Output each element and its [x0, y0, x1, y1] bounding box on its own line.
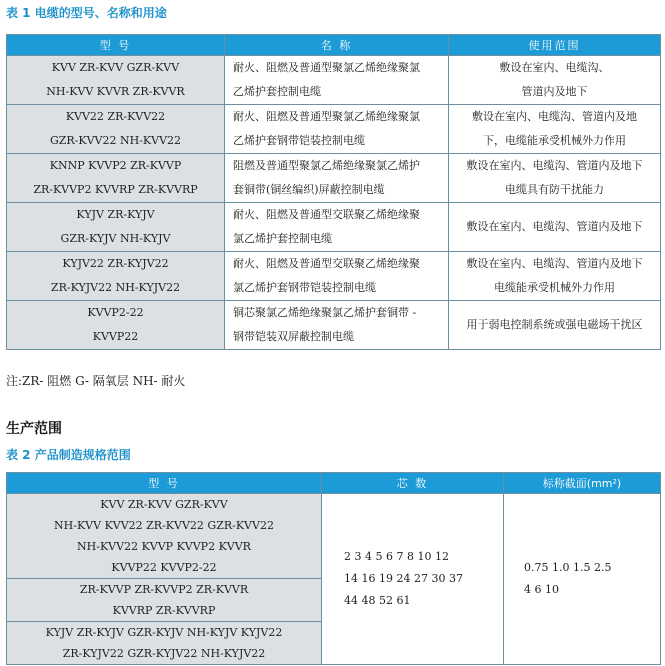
model-cell: KYJV22 ZR-KYJV22 ZR-KYJV22 NH-KYJV22: [7, 252, 225, 301]
usage-cell: 敷设在室内、电缆沟、管道内及地下 电缆能承受机械外力作用: [449, 252, 661, 301]
table-row: [7, 56, 661, 105]
usage-cell: 敷设在室内、电缆沟、管道内及地下: [449, 203, 661, 252]
name-cell: 耐火、阻燃及普通型聚氯乙烯绝缘聚氯 乙烯护套钢带铠装控制电缆: [225, 105, 449, 154]
usage-cell: 敷设在室内、电缆沟、管道内及地下 电缆具有防干扰能力: [449, 154, 661, 203]
model-cell: KVVP2-22 KVVP22: [7, 301, 225, 350]
name-cell: 耐火、阻燃及普通型聚氯乙烯绝缘聚氯 乙烯护套控制电缆: [225, 56, 449, 105]
table-row: [7, 494, 661, 579]
usage-cell: 敷设在室内、电缆沟、 管道内及地下: [449, 56, 661, 105]
name-cell: 铜芯聚氯乙烯绝缘聚氯乙烯护套铜带 - 钢带铠装双屏蔽控制电缆: [225, 301, 449, 350]
section-title: 生产范围: [6, 421, 62, 437]
name-cell: 阻燃及普通型聚氯乙烯绝缘聚氯乙烯护 套铜带(铜丝编织)屏蔽控制电缆: [225, 154, 449, 203]
table-row: [7, 203, 661, 252]
model-cell: KVV ZR-KVV GZR-KVV NH-KVV KVVR ZR-KVVR: [7, 56, 225, 105]
model-cell: KNNP KVVP2 ZR-KVVP ZR-KVVP2 KVVRP ZR-KVVRP: [7, 154, 225, 203]
table2-caption: 表 2 产品制造规格范围: [6, 448, 131, 462]
table1-caption: 表 1 电缆的型号、名称和用途: [6, 6, 167, 20]
model-cell: KVV22 ZR-KVV22 GZR-KVV22 NH-KVV22: [7, 105, 225, 154]
abbreviation-note: 注:ZR- 阻燃 G- 隔氧层 NH- 耐火: [6, 374, 186, 388]
name-cell: 耐火、阻燃及普通型交联聚乙烯绝缘聚 氯乙烯护套控制电缆: [225, 203, 449, 252]
table-row: [7, 154, 661, 203]
name-cell: 耐火、阻燃及普通型交联聚乙烯绝缘聚 氯乙烯护套钢带铠装控制电缆: [225, 252, 449, 301]
usage-cell: 敷设在室内、电缆沟、管道内及地 下，电缆能承受机械外力作用: [449, 105, 661, 154]
model-cell: ZR-KVVP ZR-KVVP2 ZR-KVVR KVVRP ZR-KVVRP: [7, 579, 322, 622]
usage-cell: 用于弱电控制系统或强电磁场干扰区: [449, 301, 661, 350]
header-model: 型 号: [7, 35, 225, 56]
model-cell: KYJV ZR-KYJV GZR-KYJV NH-KYJV KYJV22 ZR-KYJV22 GZR-KYJV22 NH-KYJV22: [7, 622, 322, 665]
model-cell: KYJV ZR-KYJV GZR-KYJV NH-KYJV: [7, 203, 225, 252]
header-usage: 使用范围: [449, 35, 661, 56]
spec-range-table: [6, 472, 661, 665]
model-cell: KVV ZR-KVV GZR-KVV NH-KVV KVV22 ZR-KVV22 GZR-KVV22 NH-KVV22 KVVP KVVP2 KVVR KVVP22 KVVP2-22: [7, 494, 322, 579]
cable-model-table: [6, 34, 661, 350]
header-cores: 芯 数: [322, 473, 504, 494]
header-model: 型 号: [7, 473, 322, 494]
header-name: 名 称: [225, 35, 449, 56]
table-row: [7, 105, 661, 154]
table-row: [7, 301, 661, 350]
table-row: [7, 252, 661, 301]
cores-cell: 2 3 4 5 6 7 8 10 12 14 16 19 24 27 30 37 44 48 52 61: [322, 494, 504, 665]
section-cell: 0.75 1.0 1.5 2.5 4 6 10: [504, 494, 661, 665]
header-section: 标称截面(mm²): [504, 473, 661, 494]
